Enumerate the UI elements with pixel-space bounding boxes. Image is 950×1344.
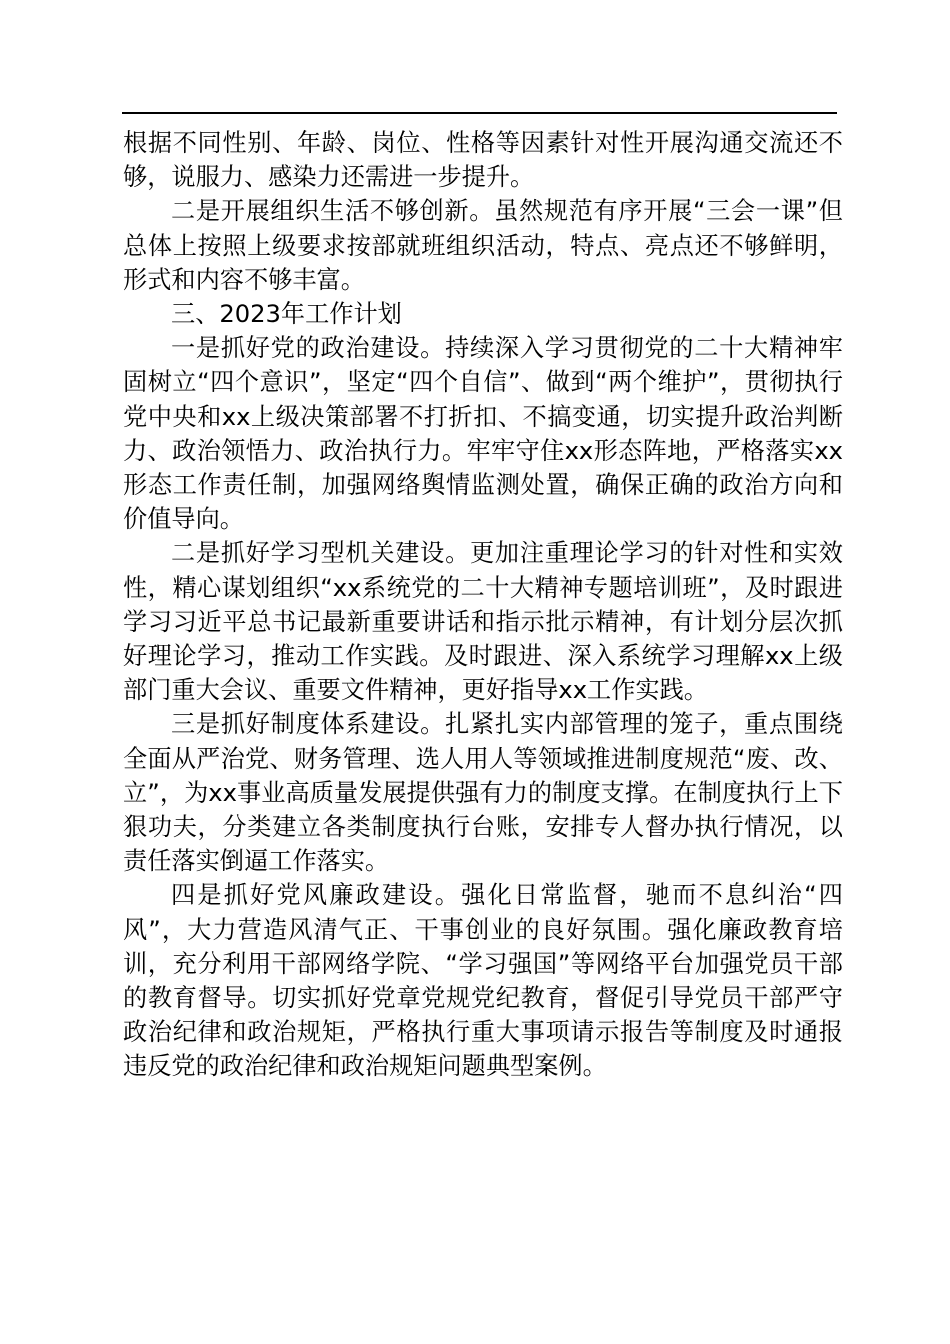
paragraph-political-building: 一是抓好党的政治建设。持续深入学习贯彻党的二十大精神牢固树立“四个意识”，坚定“四个自信”、做到“两个维护”，贯彻执行党中央和xx上级决策部署不打折扣、不搞变通，切实提升政治判断力、政治领悟力、政治执行力。牢牢守住xx形态阵地，严格落实xx形态工作责任制，加强网络舆情监测处置，确保正确的政治方向和价值导向。 [123, 334, 843, 534]
section-heading-2023-plan: 三、2023年工作计划 [171, 300, 402, 329]
paragraph-continuation: 根据不同性别、年龄、岗位、性格等因素针对性开展沟通交流还不够，说服力、感染力还需进一步提升。 [123, 129, 843, 192]
paragraph-institutional-system: 三是抓好制度体系建设。扎紧扎实内部管理的笼子，重点围绕全面从严治党、财务管理、选人用人等领域推进制度规范“废、改、立”，为xx事业高质量发展提供强有力的制度支撑。在制度执行上下狠功夫，分类建立各类制度执行台账，安排专人督办执行情况，以责任落实倒逼工作落实。 [123, 710, 843, 876]
header-rule [122, 112, 837, 114]
paragraph-organization-life: 二是开展组织生活不够创新。虽然规范有序开展“三会一课”但总体上按照上级要求按部就班组织活动，特点、亮点还不够鲜明，形式和内容不够丰富。 [123, 197, 843, 294]
paragraph-learning-organization: 二是抓好学习型机关建设。更加注重理论学习的针对性和实效性，精心谋划组织“xx系统党的二十大精神专题培训班”，及时跟进学习习近平总书记最新重要讲话和指示批示精神，有计划分层次抓好理论学习，推动工作实践。及时跟进、深入系统学习理解xx上级部门重大会议、重要文件精神，更好指导xx工作实践。 [123, 539, 843, 705]
document-body [123, 126, 843, 1084]
paragraph-clean-governance: 四是抓好党风廉政建设。强化日常监督，驰而不息纠治“四风”，大力营造风清气正、干事创业的良好氛围。强化廉政教育培训，充分利用干部网络学院、“学习强国”等网络平台加强党员干部的教育督导。切实抓好党章党规党纪教育，督促引导党员干部严守政治纪律和政治规矩，严格执行重大事项请示报告等制度及时通报违反党的政治纪律和政治规矩问题典型案例。 [123, 881, 843, 1081]
